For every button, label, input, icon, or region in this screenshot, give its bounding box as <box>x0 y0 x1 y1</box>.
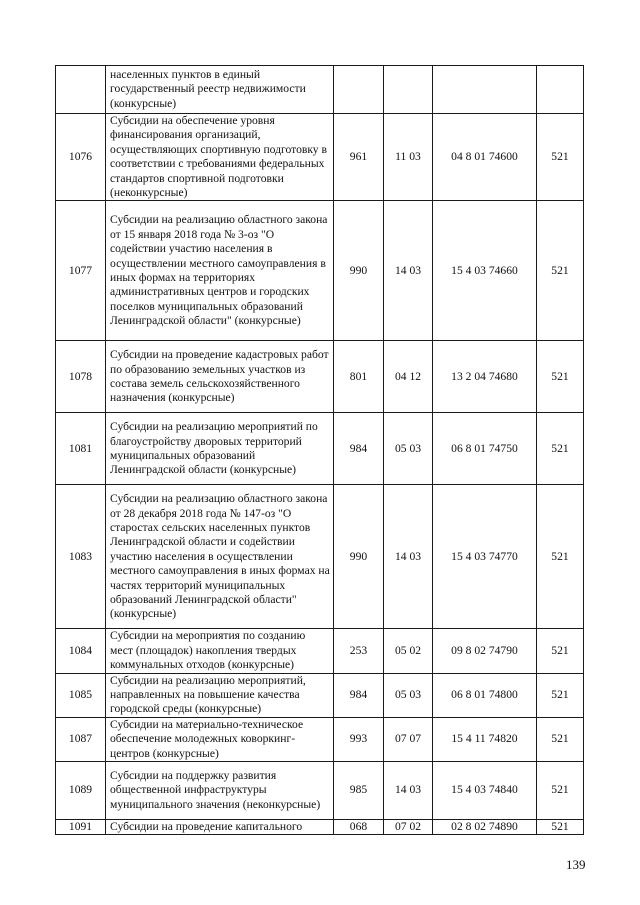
ministry-code-cell: 985 <box>334 762 384 820</box>
expense-type-cell: 521 <box>537 341 584 413</box>
section-code-cell: 11 03 <box>384 114 433 201</box>
target-code-cell: 04 8 01 74600 <box>433 114 537 201</box>
table-row <box>56 762 584 820</box>
target-code-cell: 09 8 02 74790 <box>433 629 537 673</box>
target-code-cell: 15 4 11 74820 <box>433 717 537 761</box>
expense-type-cell: 521 <box>537 820 584 835</box>
section-code-cell: 07 07 <box>384 717 433 761</box>
section-code-cell: 14 03 <box>384 485 433 629</box>
row-number-cell: 1087 <box>56 717 106 761</box>
row-number-cell: 1085 <box>56 673 106 717</box>
expense-type-cell: 521 <box>537 114 584 201</box>
budget-table <box>55 65 584 835</box>
table-row <box>56 485 584 629</box>
description-cell: Субсидии на обеспечение уровня финансирования организаций, осуществляющих спортивную подготовку в соответствии с требованиями федеральных стандартов спортивной подготовки (неконкурсные) <box>106 114 334 201</box>
row-number-cell <box>56 66 106 114</box>
table-row <box>56 820 584 835</box>
expense-type-cell: 521 <box>537 762 584 820</box>
table-row <box>56 629 584 673</box>
description-cell: Субсидии на поддержку развития общественной инфраструктуры муниципального значения (неконкурсные) <box>106 762 334 820</box>
description-cell: Субсидии на проведение капитального <box>106 820 334 835</box>
expense-type-cell: 521 <box>537 413 584 485</box>
ministry-code-cell: 961 <box>334 114 384 201</box>
ministry-code-cell: 984 <box>334 413 384 485</box>
target-code-cell: 15 4 03 74840 <box>433 762 537 820</box>
description-cell: населенных пунктов в единый государственный реестр недвижимости (конкурсные) <box>106 66 334 114</box>
ministry-code-cell: 984 <box>334 673 384 717</box>
expense-type-cell: 521 <box>537 717 584 761</box>
section-code-cell: 14 03 <box>384 762 433 820</box>
ministry-code-cell: 068 <box>334 820 384 835</box>
table-row <box>56 413 584 485</box>
section-code-cell: 05 02 <box>384 629 433 673</box>
table-body <box>56 66 584 835</box>
row-number-cell: 1083 <box>56 485 106 629</box>
ministry-code-cell <box>334 66 384 114</box>
table-row <box>56 717 584 761</box>
row-number-cell: 1078 <box>56 341 106 413</box>
ministry-code-cell: 801 <box>334 341 384 413</box>
section-code-cell: 04 12 <box>384 341 433 413</box>
row-number-cell: 1084 <box>56 629 106 673</box>
target-code-cell: 06 8 01 74750 <box>433 413 537 485</box>
ministry-code-cell: 253 <box>334 629 384 673</box>
description-cell: Субсидии на реализацию областного закона от 28 декабря 2018 года № 147-оз "О старостах сельских населенных пунктов Ленинградской области и содействии участию населения в осуществлении местного самоуправления в иных формах на частях территорий муниципальных образований Ленинградской области" (конкурсные) <box>106 485 334 629</box>
section-code-cell: 07 02 <box>384 820 433 835</box>
table-row <box>56 673 584 717</box>
target-code-cell: 02 8 02 74890 <box>433 820 537 835</box>
expense-type-cell <box>537 66 584 114</box>
page-number: 139 <box>566 857 586 872</box>
section-code-cell: 05 03 <box>384 413 433 485</box>
section-code-cell <box>384 66 433 114</box>
expense-type-cell: 521 <box>537 629 584 673</box>
target-code-cell: 15 4 03 74660 <box>433 201 537 341</box>
table-row <box>56 201 584 341</box>
description-cell: Субсидии на материально-техническое обеспечение молодежных коворкинг-центров (конкурсные) <box>106 717 334 761</box>
table-row <box>56 114 584 201</box>
target-code-cell: 15 4 03 74770 <box>433 485 537 629</box>
row-number-cell: 1076 <box>56 114 106 201</box>
description-cell: Субсидии на мероприятия по созданию мест (площадок) накопления твердых коммунальных отходов (конкурсные) <box>106 629 334 673</box>
row-number-cell: 1091 <box>56 820 106 835</box>
expense-type-cell: 521 <box>537 201 584 341</box>
target-code-cell <box>433 66 537 114</box>
description-cell: Субсидии на проведение кадастровых работ по образованию земельных участков из состава земель сельскохозяйственного назначения (конкурсные) <box>106 341 334 413</box>
row-number-cell: 1081 <box>56 413 106 485</box>
ministry-code-cell: 993 <box>334 717 384 761</box>
section-code-cell: 05 03 <box>384 673 433 717</box>
target-code-cell: 06 8 01 74800 <box>433 673 537 717</box>
row-number-cell: 1077 <box>56 201 106 341</box>
table-row <box>56 66 584 114</box>
target-code-cell: 13 2 04 74680 <box>433 341 537 413</box>
description-cell: Субсидии на реализацию мероприятий по благоустройству дворовых территорий муниципальных образований Ленинградской области (конкурсные) <box>106 413 334 485</box>
expense-type-cell: 521 <box>537 673 584 717</box>
ministry-code-cell: 990 <box>334 201 384 341</box>
table-row <box>56 341 584 413</box>
ministry-code-cell: 990 <box>334 485 384 629</box>
description-cell: Субсидии на реализацию областного закона от 15 января 2018 года № 3-оз "О содействии участию населения в осуществлении местного самоуправления в иных формах на территориях административных центров и городских поселков муниципальных образований Ленинградской области" (конкурсные) <box>106 201 334 341</box>
description-cell: Субсидии на реализацию мероприятий, направленных на повышение качества городской среды (конкурсные) <box>106 673 334 717</box>
expense-type-cell: 521 <box>537 485 584 629</box>
section-code-cell: 14 03 <box>384 201 433 341</box>
row-number-cell: 1089 <box>56 762 106 820</box>
